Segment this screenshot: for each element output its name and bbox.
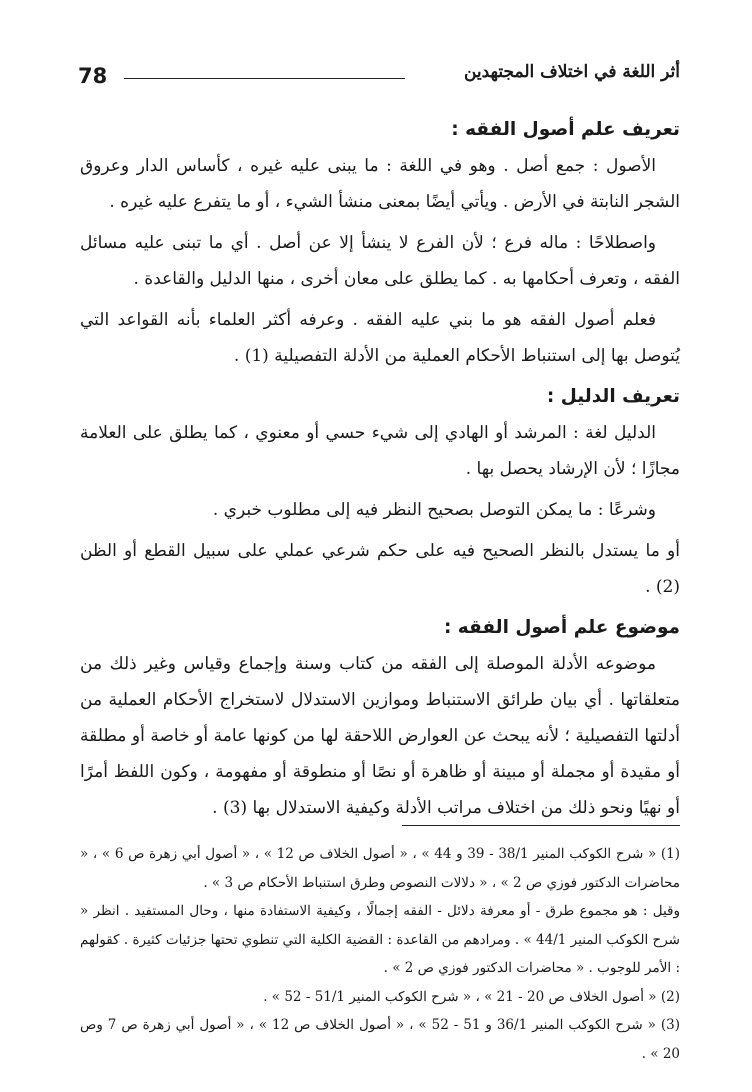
footnote: (1) « شرح الكوكب المنير 38/1 - 39 و 44 » ، « أصول الخلاف ص 12 » ، « أصول أبي زهرة ص 6 » ، « محاضرات الدكتور فوزي ص 2 » ، « دلالات النصوص وطرق استنباط الأحكام ص 3 » . (80, 846, 680, 891)
footnote: وقيل : هو مجموع طرق - أو معرفة دلائل - الفقه إجمالًا ، وكيفية الاستفادة منها ، وحال المستفيد . انظر « شرح الكوكب المنير 44/1 » . ومرادهم من القاعدة : القضية الكلية التي تنطوي تحتها جزئيات كثيرة . كقولهم : الأمر للوجوب . « محاضرات الدكتور فوزي ص 2 » . (80, 903, 680, 976)
section-usul-subject (80, 610, 680, 826)
header-rule (124, 78, 405, 79)
paragraph: واصطلاحًا : ماله فرع ؛ لأن الفرع لا ينشأ إلا عن أصل . أي ما تبنى عليه مسائل الفقه ، وتعرف أحكامها به . كما يطلق على معان أخرى ، منها الدليل والقاعدة . (80, 233, 680, 289)
page-header (78, 62, 680, 92)
section-usul-definition (80, 112, 680, 374)
paragraph: وشرعًا : ما يمكن التوصل بصحيح النظر فيه إلى مطلوب خبري . (212, 500, 656, 520)
paragraph: أو ما يستدل بالنظر الصحيح فيه على حكم شرعي عملي على سبيل القطع أو الظن (2) . (80, 541, 680, 597)
section-heading: تعريف علم أصول الفقه : (451, 119, 680, 140)
footnotes (80, 840, 680, 1068)
section-dalil-definition (80, 379, 680, 605)
page-number: 78 (78, 64, 108, 88)
paragraph: فعلم أصول الفقه هو ما بني عليه الفقه . وعرفه أكثر العلماء بأنه القواعد التي يُتوصل بها إلى استنباط الأحكام العملية من الأدلة التفصيلية (1) . (80, 310, 680, 366)
footnote-separator (402, 825, 680, 826)
section-heading: موضوع علم أصول الفقه : (443, 617, 680, 638)
paragraph: الأصول : جمع أصل . وهو في اللغة : ما يبنى عليه غيره ، كأساس الدار وعروق الشجر النابتة في الأرض . ويأتي أيضًا بمعنى منشأ الشيء ، أو ما يتفرع عليه غيره . (80, 156, 680, 212)
section-heading: تعريف الدليل : (546, 386, 680, 407)
footnote: (3) « شرح الكوكب المنير 36/1 و 51 - 52 » ، « أصول الخلاف ص 12 » ، « أصول أبي زهرة ص 7 وص 20 » . (80, 1017, 680, 1062)
main-text (80, 112, 680, 831)
footnote: (2) « أصول الخلاف ص 20 - 21 » ، « شرح الكوكب المنير 51/1 - 52 » . (263, 988, 680, 1005)
paragraph: موضوعه الأدلة الموصلة إلى الفقه من كتاب وسنة وإجماع وقياس وغير ذلك من متعلقاتها . أي بيان طرائق الاستنباط وموازين الاستدلال لاستخراج الأحكام العملية من أدلتها التفصيلية ؛ لأنه يبحث عن العوارض اللاحقة لها من كونها عامة أو خاصة أو مطلقة أو مقيدة أو مجملة أو مبينة أو ظاهرة أو نصًا أو منطوقة أو مفهومة ، وكون اللفظ أمرًا أو نهيًا ونحو ذلك من اختلاف مراتب الأدلة وكيفية الاستدلال بها (3) . (80, 654, 680, 818)
paragraph: الدليل لغة : المرشد أو الهادي إلى شيء حسي أو معنوي ، كما يطلق على العلامة مجازًا ؛ لأن الإرشاد يحصل بها . (80, 423, 680, 479)
running-title: أثر اللغة في اختلاف المجتهدين (463, 62, 680, 82)
